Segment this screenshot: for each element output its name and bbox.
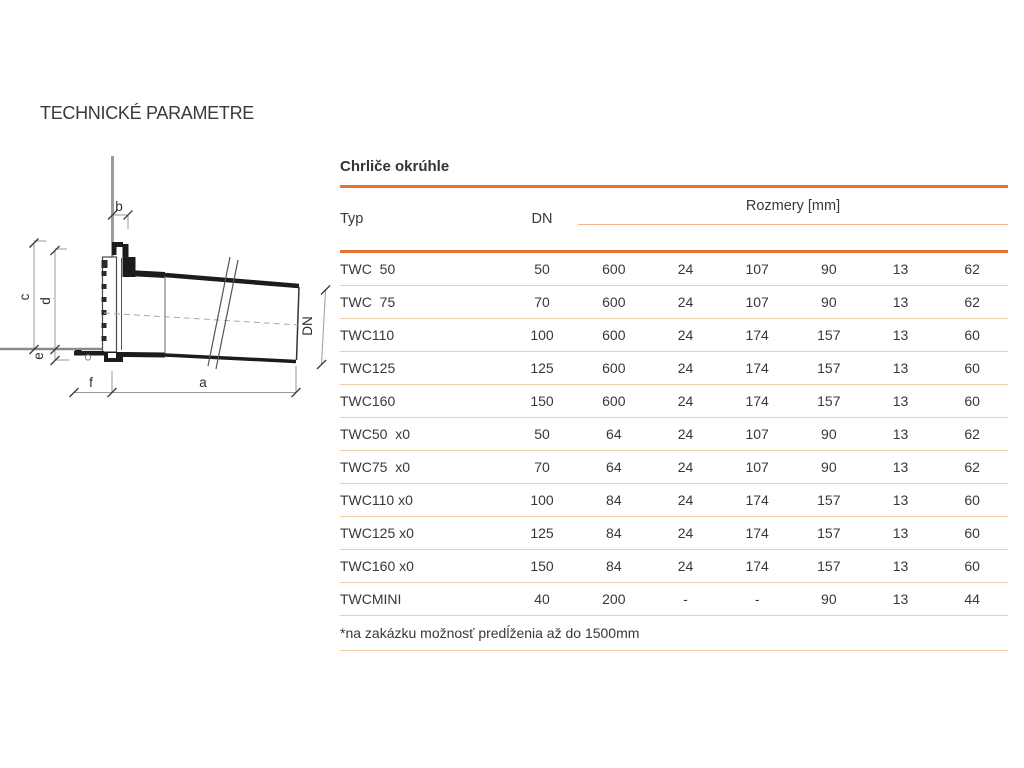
cell-dn: 70 xyxy=(534,294,550,310)
cell-typ: TWC 50 xyxy=(340,261,396,277)
cell-d: 90 xyxy=(821,261,837,277)
cell-e: 13 xyxy=(892,459,909,475)
cell-dn: 40 xyxy=(534,591,550,607)
cell-typ: TWC160 xyxy=(340,393,396,409)
cell-f: 60 xyxy=(964,525,980,541)
table-row xyxy=(340,517,1008,550)
cell-f: 60 xyxy=(964,393,980,409)
dim-label-d: d xyxy=(38,297,53,305)
cell-a: 200 xyxy=(602,591,626,607)
cell-b: 24 xyxy=(677,294,694,310)
table-row xyxy=(340,484,1008,517)
cell-typ: TWC125 xyxy=(340,360,396,376)
cell-b: 24 xyxy=(677,525,694,541)
cell-typ: TWC160 x0 xyxy=(340,558,414,574)
cell-c: - xyxy=(754,591,760,607)
cell-dn: 150 xyxy=(530,393,554,409)
cell-a: 600 xyxy=(602,294,626,310)
cell-b: 24 xyxy=(677,558,694,574)
cell-e: 13 xyxy=(892,360,909,376)
cell-typ: TWC125 x0 xyxy=(340,525,414,541)
table-row xyxy=(340,583,1008,616)
cell-c: 174 xyxy=(745,327,769,343)
cell-c: 107 xyxy=(745,426,769,442)
table-header xyxy=(340,185,1008,253)
dim-label-a: a xyxy=(199,375,207,390)
cell-d: 90 xyxy=(821,459,837,475)
cell-dn: 50 xyxy=(534,426,550,442)
cell-dn: 125 xyxy=(530,525,554,541)
cell-typ: TWC50 x0 xyxy=(340,426,411,442)
cell-a: 84 xyxy=(606,525,622,541)
cell-a: 600 xyxy=(602,327,626,343)
break-lines xyxy=(208,257,238,369)
cell-typ: TWC110 xyxy=(340,327,395,343)
cell-typ: TWC110 x0 xyxy=(340,492,413,508)
cell-dn: 70 xyxy=(534,459,550,475)
cell-f: 44 xyxy=(964,591,980,607)
cell-typ: TWC75 x0 xyxy=(340,459,411,475)
cell-e: 13 xyxy=(892,492,909,508)
cell-f: 62 xyxy=(964,459,980,475)
cell-b: 24 xyxy=(677,327,694,343)
cell-b: 24 xyxy=(677,459,694,475)
cell-f: 62 xyxy=(964,426,980,442)
table-row xyxy=(340,550,1008,583)
cell-c: 107 xyxy=(745,294,769,310)
cell-c: 174 xyxy=(745,492,769,508)
cell-f: 62 xyxy=(964,261,980,277)
dim-label-f: f xyxy=(89,375,93,390)
cell-d: 157 xyxy=(817,558,841,574)
table-row xyxy=(340,286,1008,319)
cell-e: 13 xyxy=(892,558,909,574)
table-title: Chrliče okrúhle xyxy=(340,158,450,175)
spec-table xyxy=(340,154,1008,651)
technical-drawing xyxy=(0,150,340,415)
table-body xyxy=(340,253,1008,616)
cell-d: 157 xyxy=(817,525,841,541)
cell-f: 60 xyxy=(964,558,980,574)
cell-e: 13 xyxy=(892,261,909,277)
cell-e: 13 xyxy=(892,294,909,310)
cell-d: 157 xyxy=(817,360,841,376)
cell-d: 157 xyxy=(817,327,841,343)
cell-a: 600 xyxy=(602,393,626,409)
table-row xyxy=(340,385,1008,418)
table-row xyxy=(340,451,1008,484)
cell-f: 62 xyxy=(964,294,980,310)
dim-label-c: c xyxy=(17,293,32,301)
table-row xyxy=(340,352,1008,385)
cell-b: 24 xyxy=(677,393,694,409)
cell-d: 90 xyxy=(821,294,837,310)
page-title: TECHNICKÉ PARAMETRE xyxy=(40,103,254,123)
pipe-centerline xyxy=(104,313,299,325)
cell-dn: 125 xyxy=(530,360,554,376)
cell-e: 13 xyxy=(892,426,909,442)
dim-label-e: e xyxy=(31,352,46,360)
cell-b: 24 xyxy=(677,360,694,376)
cell-e: 13 xyxy=(892,591,909,607)
cell-dn: 150 xyxy=(530,558,554,574)
cell-e: 13 xyxy=(892,525,909,541)
cell-d: 90 xyxy=(821,426,837,442)
cell-c: 174 xyxy=(745,558,769,574)
cell-f: 60 xyxy=(964,492,980,508)
cell-a: 64 xyxy=(606,459,622,475)
cell-b: 24 xyxy=(677,426,694,442)
column-header-typ: Typ xyxy=(340,211,364,227)
cell-b: 24 xyxy=(677,261,694,277)
cell-a: 84 xyxy=(606,558,622,574)
cell-typ: TWC 75 xyxy=(340,294,396,310)
cell-c: 174 xyxy=(745,360,769,376)
cell-e: 13 xyxy=(892,327,909,343)
cell-a: 600 xyxy=(602,261,626,277)
table-row xyxy=(340,319,1008,352)
cell-c: 174 xyxy=(745,393,769,409)
cell-typ: TWCMINI xyxy=(340,591,402,607)
cell-f: 60 xyxy=(964,360,980,376)
cell-c: 174 xyxy=(745,525,769,541)
cell-c: 107 xyxy=(745,459,769,475)
cell-dn: 50 xyxy=(534,261,550,277)
dim-label-dn: DN xyxy=(300,316,315,336)
cell-a: 64 xyxy=(606,426,622,442)
table-footnote: *na zakázku možnosť predĺženia až do 1500mm xyxy=(340,616,1008,651)
cell-a: 84 xyxy=(606,492,622,508)
cell-d: 157 xyxy=(817,393,841,409)
dimension-lines xyxy=(34,215,326,393)
cell-b: - xyxy=(683,591,688,607)
column-group-rozmery: Rozmery [mm] xyxy=(578,188,1008,225)
cell-d: 90 xyxy=(821,591,837,607)
drawing-canvas xyxy=(0,150,340,415)
cell-d: 157 xyxy=(817,492,841,508)
cell-b: 24 xyxy=(677,492,694,508)
cell-f: 60 xyxy=(964,327,980,343)
dimension-ticks xyxy=(30,211,331,398)
dim-label-b: b xyxy=(115,199,123,214)
cell-dn: 100 xyxy=(530,327,554,343)
table-row xyxy=(340,253,1008,286)
column-header-dn: DN xyxy=(531,211,553,227)
cell-a: 600 xyxy=(602,360,626,376)
cell-c: 107 xyxy=(745,261,769,277)
table-row xyxy=(340,418,1008,451)
cell-dn: 100 xyxy=(530,492,554,508)
cell-e: 13 xyxy=(892,393,909,409)
drain-body xyxy=(74,242,165,362)
